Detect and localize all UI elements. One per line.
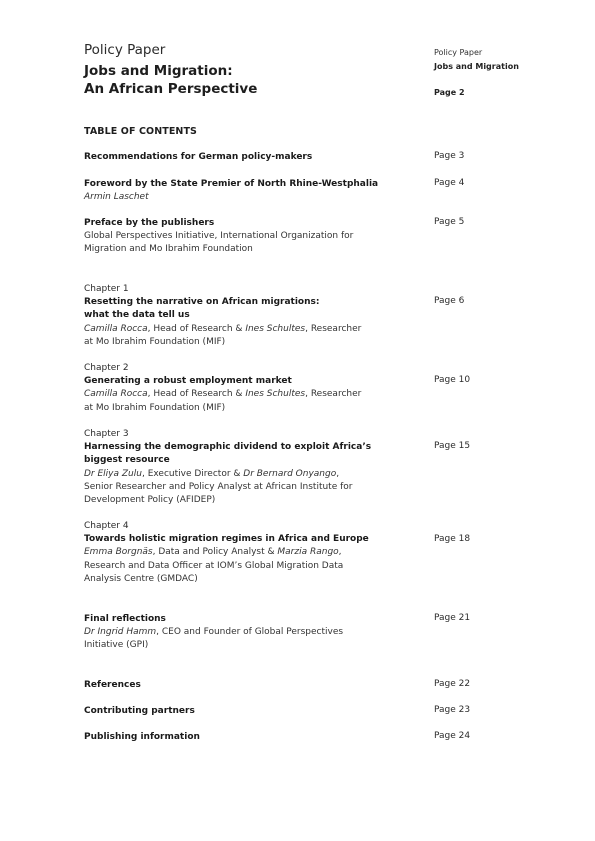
toc-entry-author: Camilla Rocca, Head of Research & Ines Schultes, Researcher [84, 323, 362, 334]
document-title-line-2: An African Perspective [84, 81, 258, 97]
toc-entry-author: Armin Laschet [84, 192, 149, 203]
toc-entry-title: References [84, 680, 141, 690]
toc-entry-title: Recommendations for German policy-makers [84, 152, 313, 162]
running-header-label: Policy Paper [434, 48, 483, 57]
toc-entry-author: Research and Data Officer at IOM’s Global Migration Data [84, 560, 344, 571]
chapter-label: Chapter 3 [84, 429, 129, 439]
toc-entry-page: Page 23 [434, 705, 471, 715]
toc-entry-chapter-2[interactable] [84, 362, 394, 415]
document-title [84, 62, 257, 98]
toc-entry-chapter-1[interactable] [84, 283, 394, 349]
toc-heading: TABLE OF CONTENTS [84, 126, 198, 137]
running-header-title: Jobs and Migration [434, 62, 519, 71]
chapter-label: Chapter 1 [84, 284, 129, 294]
toc-entry-final-reflections[interactable] [84, 613, 394, 653]
toc-entry-foreword[interactable] [84, 178, 394, 204]
toc-entry-author: Initiative (GPI) [84, 640, 149, 651]
toc-entry-contributing-partners[interactable] [84, 705, 394, 718]
toc-entry-author: at Mo Ibrahim Foundation (MIF) [84, 336, 226, 347]
toc-entry-author: Camilla Rocca, Head of Research & Ines Schultes, Researcher [84, 389, 362, 400]
toc-entry-page: Page 15 [434, 441, 471, 451]
toc-entry-author: Analysis Centre (GMDAC) [84, 573, 198, 584]
toc-entry-author: Dr Eliya Zulu, Executive Director & Dr Bernard Onyango, [84, 468, 340, 479]
toc-entry-title: Publishing information [84, 732, 200, 742]
toc-entry-chapter-3[interactable] [84, 428, 394, 507]
toc-entry-page: Page 24 [434, 731, 471, 741]
toc-entry-title: Harnessing the demographic dividend to exploit Africa’s [84, 442, 372, 453]
toc-entry-title: what the data tell us [84, 310, 190, 321]
toc-entry-author: Development Policy (AFIDEP) [84, 495, 216, 506]
toc-entry-publishing-information[interactable] [84, 731, 394, 744]
toc-entry-title: Preface by the publishers [84, 218, 215, 228]
toc-entry-title: Generating a robust employment market [84, 376, 292, 387]
toc-entry-page: Page 22 [434, 679, 471, 689]
toc-entry-title: Final reflections [84, 614, 166, 624]
toc-entry-title: Resetting the narrative on African migrations: [84, 297, 320, 308]
toc-entry-page: Page 21 [434, 613, 471, 623]
toc-entry-page: Page 6 [434, 296, 465, 306]
toc-entry-author: at Mo Ibrahim Foundation (MIF) [84, 402, 226, 413]
toc-entry-page: Page 3 [434, 151, 465, 161]
document-type-label: Policy Paper [84, 42, 166, 58]
toc-entry-author: Dr Ingrid Hamm, CEO and Founder of Global Perspectives [84, 627, 344, 638]
toc-entry-references[interactable] [84, 679, 394, 692]
page-number: Page 2 [434, 88, 465, 97]
toc-entry-page: Page 10 [434, 375, 471, 385]
toc-entry-preface[interactable] [84, 217, 394, 257]
toc-entry-chapter-4[interactable] [84, 520, 394, 586]
toc-entry-page: Page 18 [434, 534, 471, 544]
document-title-line-1: Jobs and Migration: [84, 63, 233, 79]
toc-entry-title: Contributing partners [84, 706, 195, 716]
toc-entry-title: biggest resource [84, 455, 170, 466]
chapter-label: Chapter 4 [84, 521, 129, 531]
toc-entry-title: Towards holistic migration regimes in Africa and Europe [84, 534, 369, 545]
toc-entry-author: Global Perspectives Initiative, International Organization for [84, 231, 354, 242]
toc-entry-page: Page 4 [434, 178, 465, 188]
toc-entry-title: Foreword by the State Premier of North Rhine-Westphalia [84, 179, 379, 189]
toc-entry-author: Emma Borgnäs, Data and Policy Analyst & Marzia Rango, [84, 547, 342, 558]
chapter-label: Chapter 2 [84, 363, 129, 373]
toc-entry-author: Senior Researcher and Policy Analyst at African Institute for [84, 481, 353, 492]
toc-entry-author: Migration and Mo Ibrahim Foundation [84, 244, 253, 255]
toc-entry-page: Page 5 [434, 217, 465, 227]
toc-entry-recommendations[interactable] [84, 151, 394, 164]
